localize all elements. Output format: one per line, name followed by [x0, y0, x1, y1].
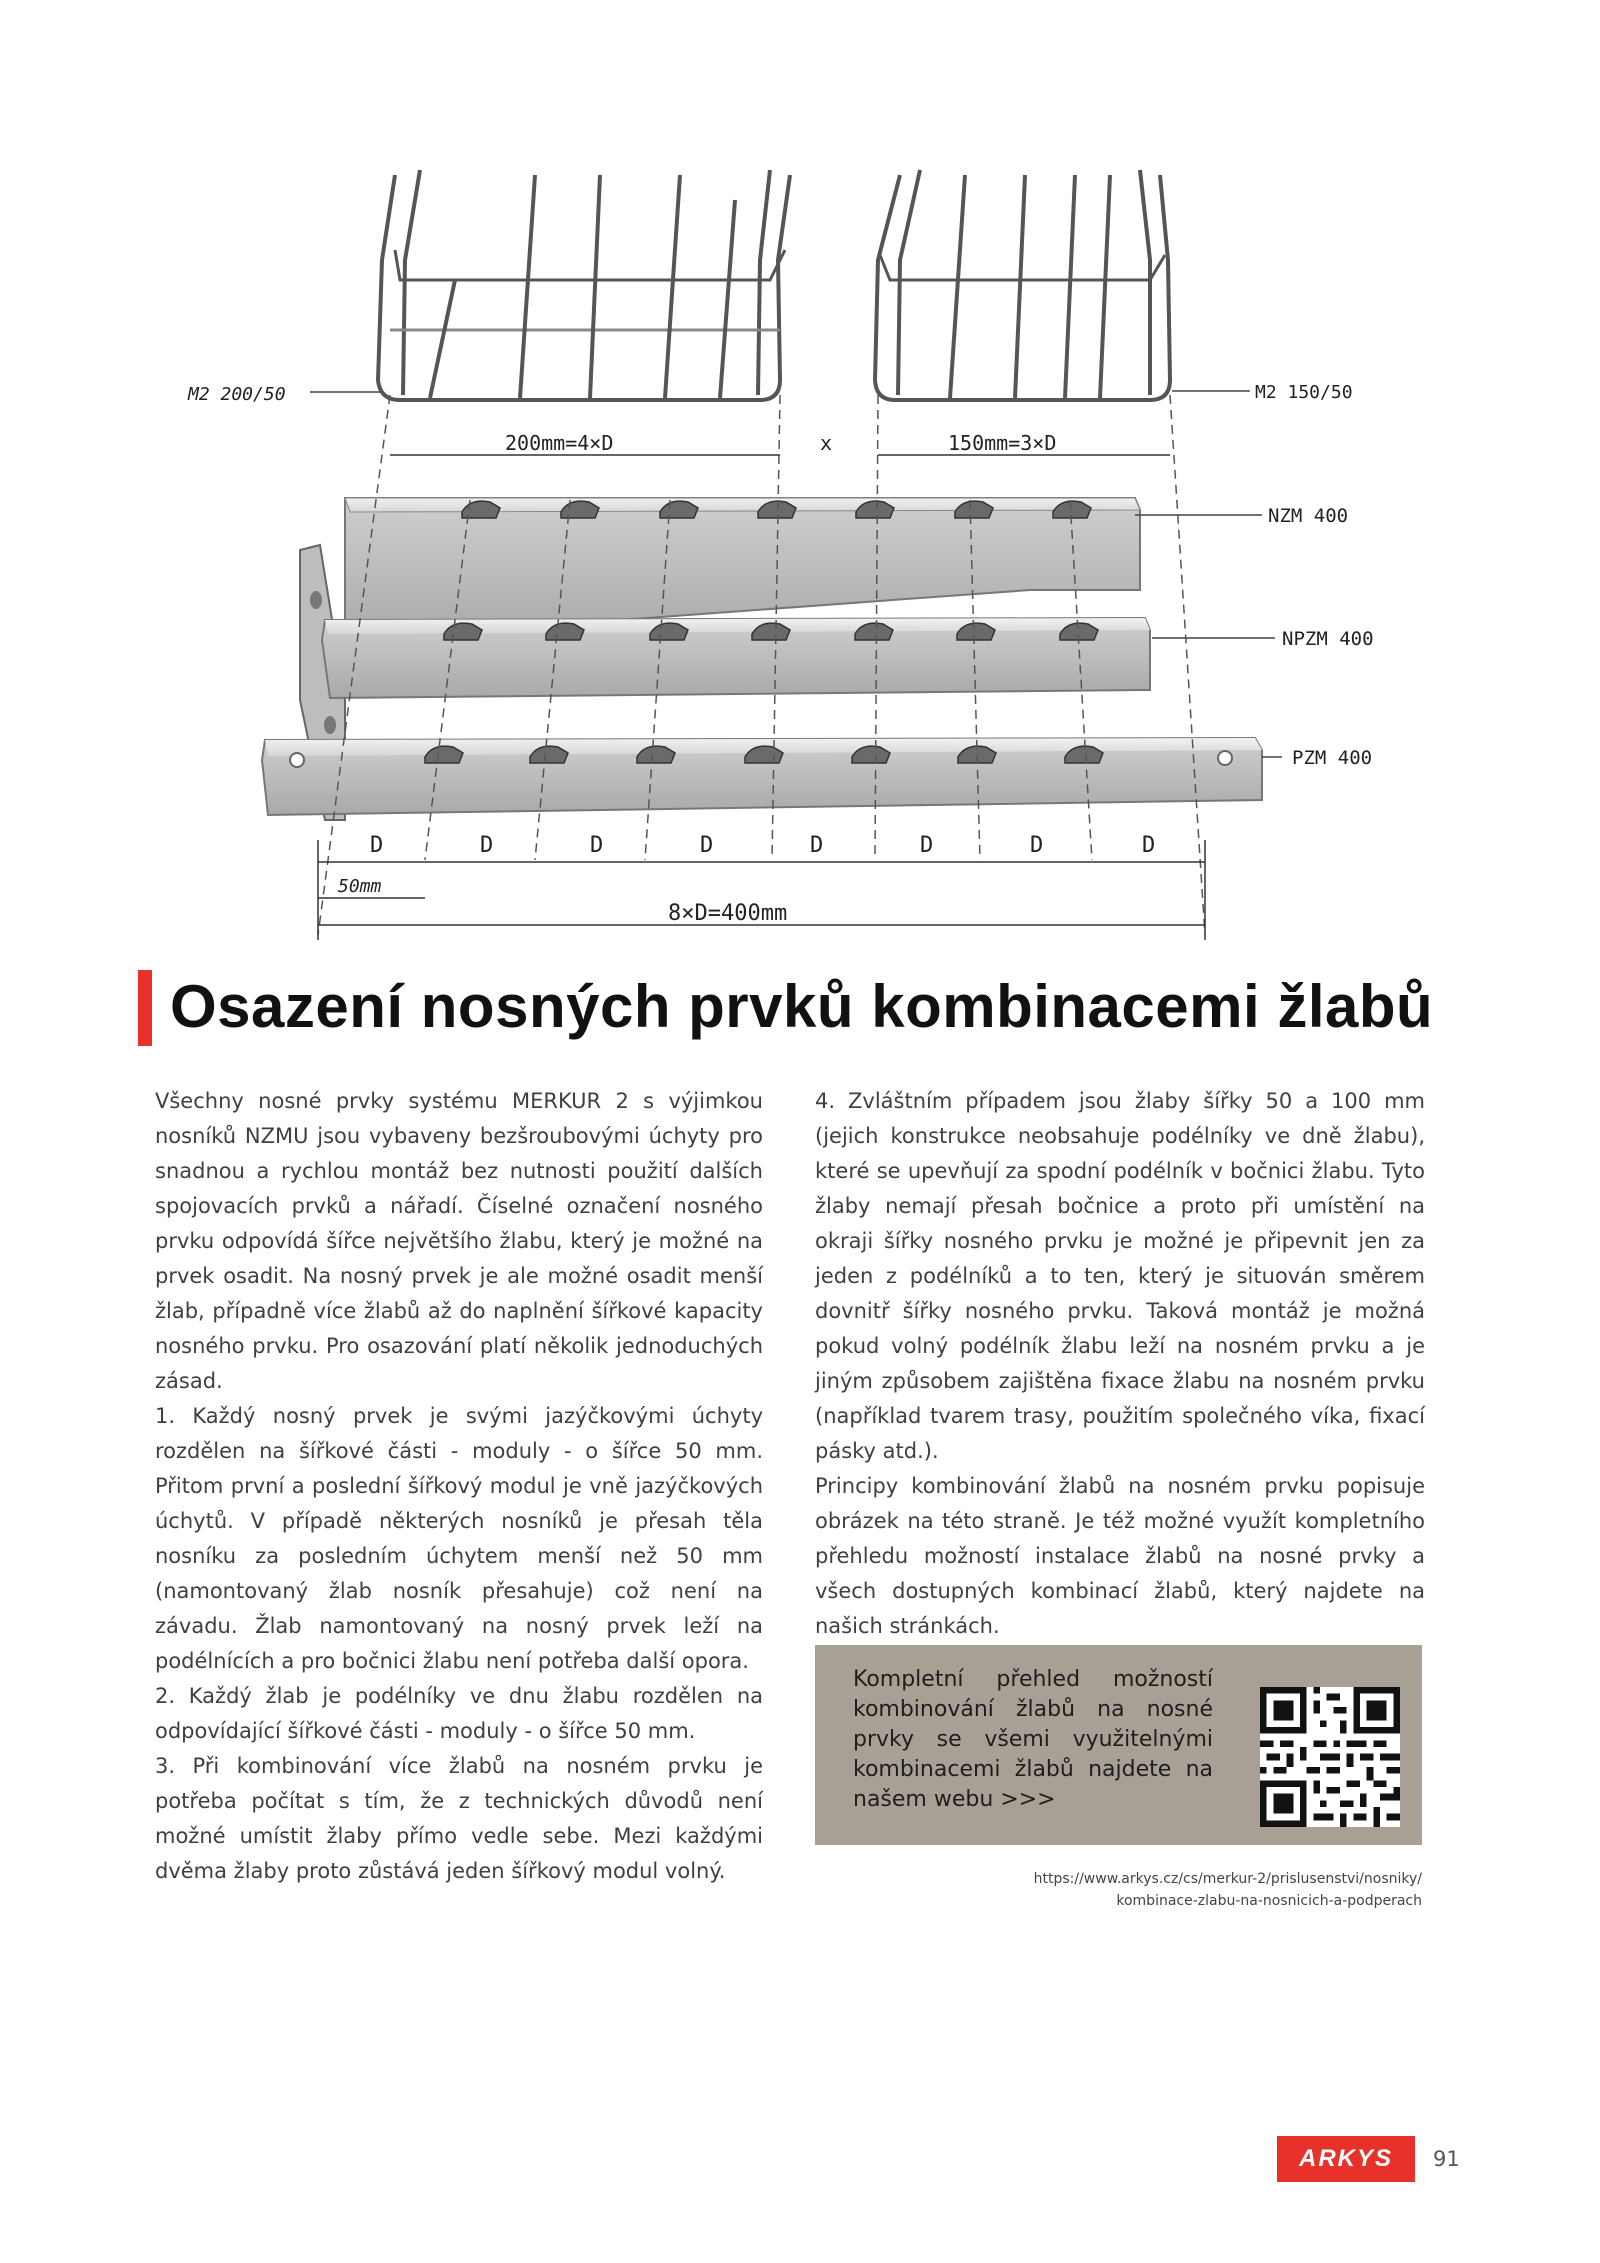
module-d-label: D — [370, 833, 384, 858]
tray-left-label: M2 200/50 — [188, 384, 286, 405]
wire-tray-right — [875, 170, 1170, 400]
module-d-label: D — [590, 833, 604, 858]
source-url[interactable] — [815, 1868, 1422, 1912]
heading-accent-bar — [138, 970, 152, 1046]
tray-support-diagram — [0, 0, 1600, 960]
wire-tray-left — [378, 170, 790, 400]
paragraph: Všechny nosné prvky systému MERKUR 2 s výjimkou nosníků NZMU jsou vybaveny bezšroubovými úchyty pro snadnou a rychlou montáž bez nutnosti použití dalších spojovacích prvků a nářadí. Číselné označení nosného prvku odpovídá šířce největšího žlabu, který je možné na prvek osadit. Na nosný prvek je ale možné osadit menší žlab, případně více žlabů až do naplnění šířkové kapacity nosného prvku. Pro osazování platí několik jednoduchých zásad. — [155, 1089, 763, 1393]
page-title: Osazení nosných prvků kombinacemi žlabů — [170, 973, 1434, 1040]
dim-gap-label: x — [820, 431, 833, 455]
support-pzm-label: PZM 400 — [1292, 747, 1373, 769]
offset-label: 50mm — [338, 876, 382, 897]
url-line: kombinace-zlabu-na-nosnicich-a-podperach — [1116, 1893, 1422, 1909]
module-d-label: D — [920, 833, 934, 858]
support-nzm-label: NZM 400 — [1268, 505, 1349, 527]
paragraph: 3. Při kombinování více žlabů na nosném prvku je potřeba počítat s tím, že z technických důvodů není možné umístit žlaby přímo vedle sebe. Mezi každými dvěma žlaby proto zůstává jeden šířkový modul volný. — [155, 1754, 763, 1883]
qr-code[interactable] — [1260, 1687, 1400, 1827]
support-npzm-label: NPZM 400 — [1282, 628, 1374, 650]
module-d-label: D — [480, 833, 494, 858]
module-d-label: D — [1142, 833, 1156, 858]
tray-right-label: M2 150/50 — [1255, 382, 1353, 403]
web-info-box — [815, 1645, 1422, 1845]
dim-left-label: 200mm=4×D — [505, 431, 614, 455]
left-column — [155, 1084, 763, 1889]
paragraph: Principy kombinování žlabů na nosném prvku popisuje obrázek na této straně. Je též možné využít kompletního přehledu možností instalace žlabů na nosné prvky a všech dostupných kombinací žlabů, který najdete na našich stránkách. — [815, 1474, 1425, 1638]
module-d-label: D — [1030, 833, 1044, 858]
section-heading — [138, 968, 1438, 1046]
dim-right-label: 150mm=3×D — [948, 431, 1057, 455]
module-d-label: D — [810, 833, 824, 858]
qr-code-icon — [1260, 1687, 1400, 1827]
total-label: 8×D=400mm — [668, 901, 788, 926]
module-d-labels — [370, 833, 1155, 858]
web-info-text: Kompletní přehled možností kombinování žlabů na nosné prvky se všemi využitelnými kombinacemi žlabů najdete na našem webu >>> — [853, 1667, 1213, 1812]
page-number: 91 — [1433, 2147, 1460, 2171]
paragraph: 4. Zvláštním případem jsou žlaby šířky 50 a 100 mm (jejich konstrukce neobsahuje podélníky ve dně žlabu), které se upevňují za spodní podélník v bočnici žlabu. Tyto žlaby nemají přesah bočnice a proto při umístění na okraji šířky nosného prvku je možné je připevnit jen za jeden z podélníků a to ten, který je situován směrem dovnitř šířky nosného prvku. Taková montáž je možná pokud volný podélník žlabu leží na nosném prvku a je jiným způsobem zajištěna fixace žlabu na nosném prvku (například tvarem trasy, použitím společného víka, fixací pásky atd.). — [815, 1089, 1425, 1463]
arkys-logo: ARKYS — [1277, 2136, 1415, 2182]
url-line: https://www.arkys.cz/cs/merkur-2/prislusenstvi/nosniky/ — [1033, 1871, 1422, 1887]
paragraph: 2. Každý žlab je podélníky ve dnu žlabu rozdělen na odpovídající šířkové části - moduly - o šířce 50 mm. — [155, 1684, 763, 1743]
paragraph: 1. Každý nosný prvek je svými jazýčkovými úchyty rozdělen na šířkové části - moduly - o šířce 50 mm. Přitom první a poslední šířkový modul je vně jazýčkových úchytů. V případě některých nosníků je přesah těla nosníku za posledním úchytem menší než 50 mm (namontovaný žlab nosník přesahuje) což není na závadu. Žlab namontovaný na nosný prvek leží na podélnících a pro bočnici žlabu není potřeba další opora. — [155, 1404, 763, 1673]
module-d-label: D — [700, 833, 714, 858]
right-column — [815, 1084, 1425, 1644]
